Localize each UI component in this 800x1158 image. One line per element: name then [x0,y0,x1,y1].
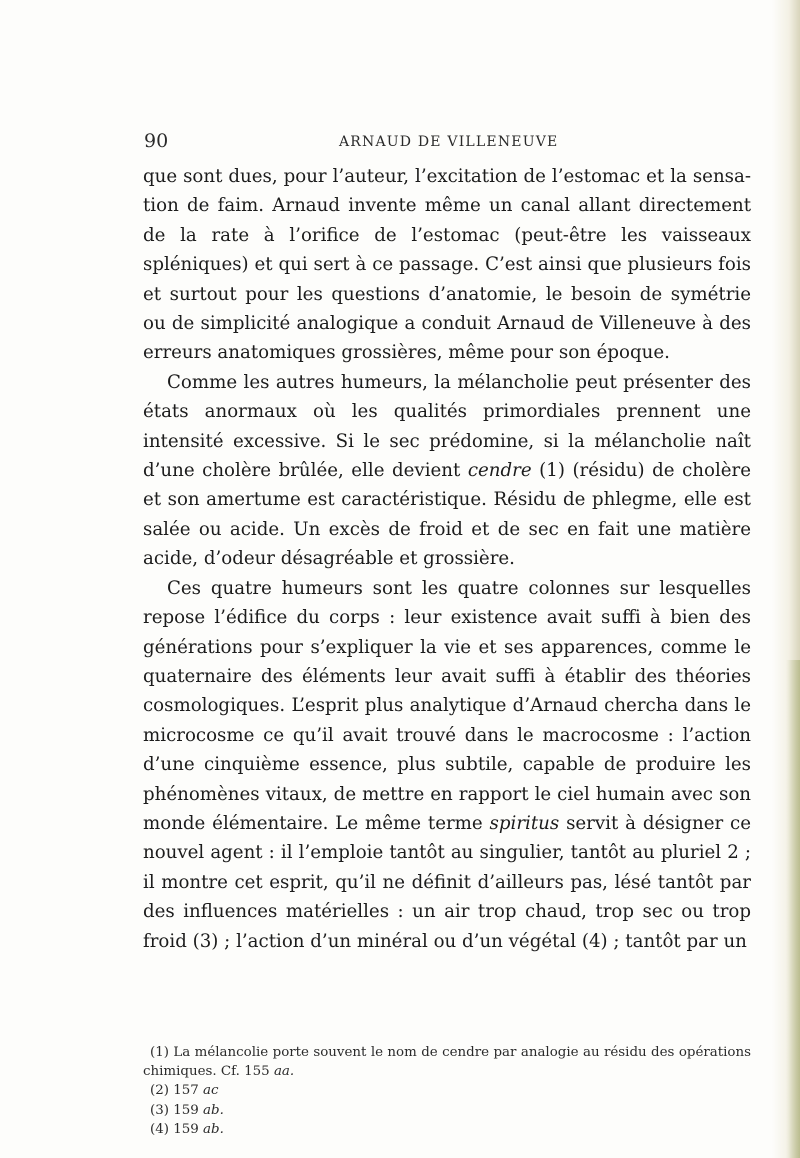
footnote-1-text: (1) La mélancolie porte souvent le nom de cendre par analogie au résidu des opérations chimiques. Cf. 155 [143,1045,751,1080]
paragraph-1 [143,162,751,368]
paragraph-1-text: que sont dues, pour l’auteur, l’excitation de l’estomac et la sensation de faim. Arnaud invente même un canal allant directement de la rate à l’orifice de l’estomac (peut-être les vaisseaux spléniques) et qui sert à ce passage. C’est ainsi que plusieurs fois et surtout pour les questions d’anatomie, le besoin de symétrie ou de simplicité analogique a conduit Arnaud de Villeneuve à des erreurs anatomiques grossières, même pour son époque. [143,166,751,364]
paragraph-2-text-b: (1) (résidu) de cholère et son amertume est caractéristique. Résidu de phlegme, elle est salée ou acide. Un excès de froid et de sec en fait une matière acide, d’odeur désagréable et grossière. [143,460,751,570]
footnote-3-text: (3) 159 [150,1102,204,1118]
paragraph-3 [143,574,751,956]
footnote-4 [143,1120,751,1139]
footnote-3 [143,1101,751,1120]
running-title: ARNAUD DE VILLENEUVE [339,134,559,150]
footnote-1 [143,1043,751,1081]
paragraph-3-text-a: Ces quatre humeurs sont les quatre colonnes sur lesquelles repose l’édifice du corps : leur existence avait suffi à bien des générations pour s’expliquer la vie et ses apparences, comme le quaternaire des éléments leur avait suffi à établir des théories cosmologiques. L’esprit plus analytique d’Arnaud chercha dans le microcosme ce qu’il avait trouvé dans le macrocosme : l’action d’une cinquième essence, plus subtile, capable de produire les phénomènes vitaux, de mettre en rapport le ciel humain avec son monde élémentaire. Le même terme [143,577,751,834]
paragraph-2-italic: cendre [467,460,532,482]
paragraph-3-text-b: servit à désigner ce nouvel agent : il l’emploie tantôt au singulier, tantôt au pluriel 2 ; il montre cet esprit, qu’il ne définit d’ailleurs pas, lésé tantôt par des influences matérielles : un air trop chaud, trop sec ou trop froid (3) ; l’action d’un minéral ou d’un végétal (4) ; tantôt par un [143,812,751,952]
footnote-4-italic: ab. [203,1121,224,1137]
page-number: 90 [144,130,169,152]
footnote-1-italic: aa. [273,1064,295,1080]
footnote-3-italic: ab. [203,1102,224,1118]
footnote-2 [143,1081,751,1100]
footnote-4-text: (4) 159 [150,1121,204,1137]
footnote-2-text: (2) 157 [150,1083,204,1099]
footnotes [143,1043,751,1139]
page-header [144,130,744,154]
footnote-2-italic: ac [203,1083,219,1099]
body-text [143,162,751,956]
paragraph-3-italic: spiritus [489,812,560,834]
paragraph-2 [143,368,751,574]
page-edge-stain [786,660,800,1158]
paragraph-2-text-a: Comme les autres humeurs, la mélancholie peut présenter des états anormaux où les qualités primordiales prennent une intensité excessive. Si le sec prédomine, si la mélancholie naît d’une cholère brûlée, elle devient [143,371,751,482]
